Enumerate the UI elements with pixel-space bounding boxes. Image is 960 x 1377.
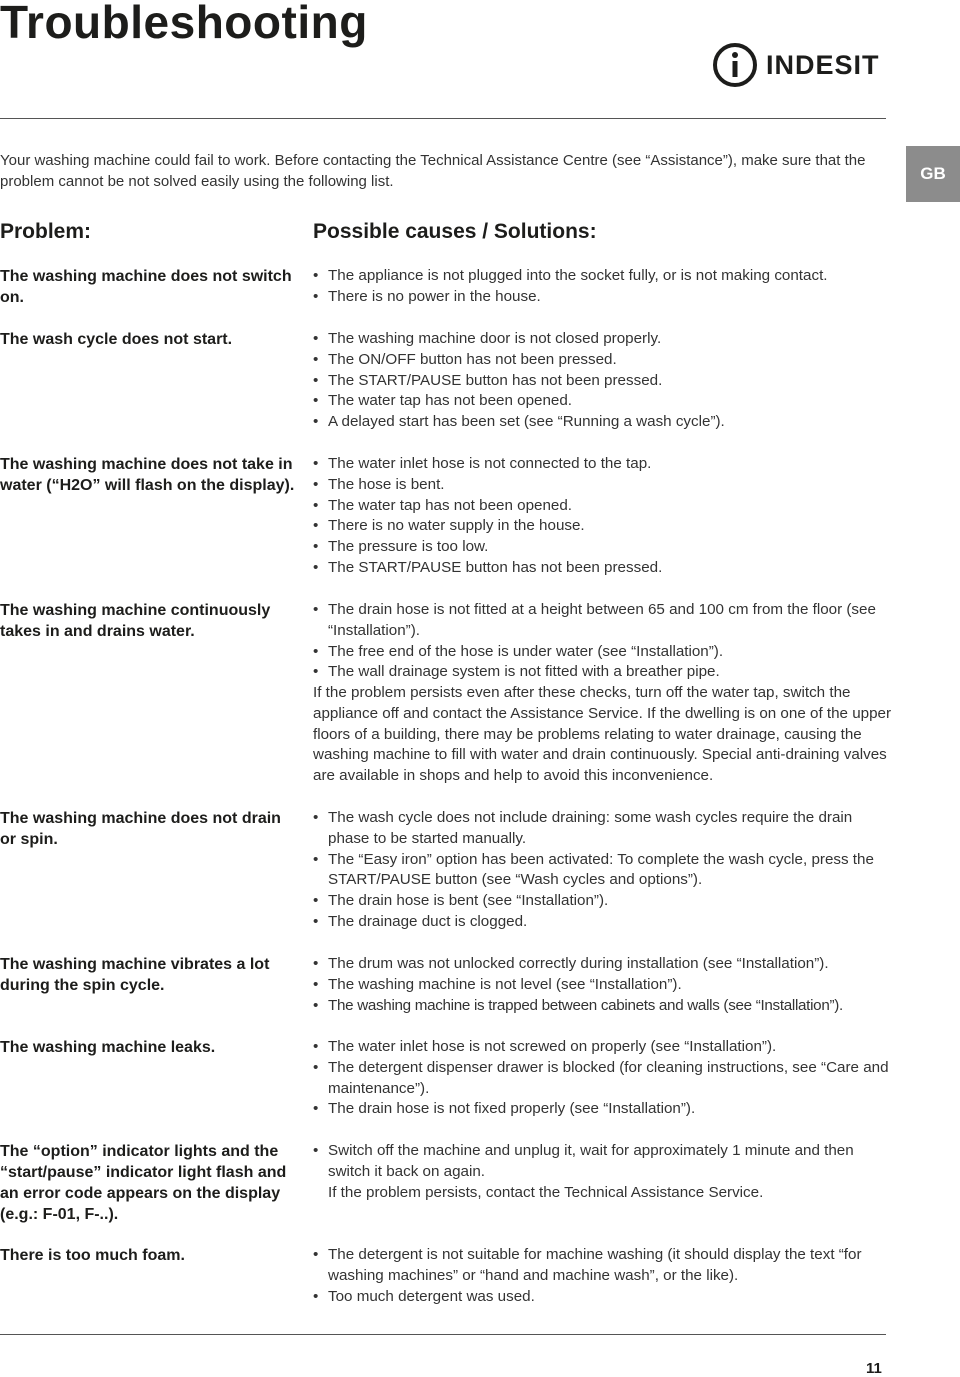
cause-item: • The washing machine door is not closed properly. <box>313 329 893 350</box>
causes-list <box>313 1141 893 1183</box>
cause-item: • The hose is bent. <box>313 475 893 496</box>
cause-item: • The detergent dispenser drawer is blocked (for cleaning instructions, see “Care and maintenance”). <box>313 1058 893 1100</box>
cause-item: • The START/PAUSE button has not been pressed. <box>313 558 893 579</box>
causes-list <box>313 954 913 1016</box>
problem-column-heading: Problem: <box>0 220 92 243</box>
cause-item: • The detergent is not suitable for machine washing (it should display the text “for washing machines” or “hand and machine wash”, or the like). <box>313 1245 893 1287</box>
cause-note: If the problem persists even after these checks, turn off the water tap, switch the appliance off and contact the Assistance Service. If the dwelling is on one of the upper floors of a building, there may be problems relating to water drainage, causing the washing machine to fill with water and drain continuously. Special anti-draining valves are available in shops and help to avoid this inconvenience. <box>313 684 892 785</box>
cause-item: • The washing machine is not level (see “Installation”). <box>313 975 913 996</box>
cause-item: • The drainage duct is clogged. <box>313 912 893 933</box>
problem-text: The “option” indicator lights and the “start/pause” indicator light flash and an error code appears on the display (e.g.: F-01, F-..). <box>0 1143 287 1223</box>
problem-text: The washing machine does not switch on. <box>0 268 292 306</box>
cause-note: If the problem persists, contact the Technical Assistance Service. <box>328 1184 764 1201</box>
problem-text: The washing machine continuously takes in and drains water. <box>0 602 271 640</box>
cause-item: • The water tap has not been opened. <box>313 391 893 412</box>
cause-item: • The appliance is not plugged into the socket fully, or is not making contact. <box>313 266 893 287</box>
cause-item: • The pressure is too low. <box>313 537 893 558</box>
cause-item: • The ON/OFF button has not been pressed. <box>313 350 893 371</box>
cause-item: • There is no power in the house. <box>313 287 893 308</box>
causes-column-heading: Possible causes / Solutions: <box>313 220 597 243</box>
cause-item: • The free end of the hose is under water (see “Installation”). <box>313 642 893 663</box>
intro-text: Your washing machine could fail to work. Before contacting the Technical Assistance Centre (see “Assistance”), make sure that the problem cannot be not solved easily using the following list. <box>0 152 866 190</box>
page-title: Troubleshooting <box>0 0 368 48</box>
problem-text: The washing machine does not drain or spin. <box>0 810 281 848</box>
cause-item: • The drain hose is bent (see “Installation”). <box>313 891 893 912</box>
cause-item: • A delayed start has been set (see “Running a wash cycle”). <box>313 412 893 433</box>
cause-item: • The washing machine is trapped between cabinets and walls (see “Installation”). <box>313 996 913 1017</box>
causes-list <box>313 600 893 683</box>
cause-item: • Switch off the machine and unplug it, wait for approximately 1 minute and then switch it back on again. <box>313 1141 893 1183</box>
cause-item: • The water inlet hose is not screwed on properly (see “Installation”). <box>313 1037 893 1058</box>
info-i-icon <box>712 42 758 88</box>
causes-list <box>313 266 893 308</box>
cause-item: • Too much detergent was used. <box>313 1287 893 1308</box>
causes-list <box>313 1245 893 1307</box>
cause-item: • The drum was not unlocked correctly during installation (see “Installation”). <box>313 954 913 975</box>
cause-item: • The water tap has not been opened. <box>313 496 893 517</box>
cause-item: • The wash cycle does not include draining: some wash cycles require the drain phase to be started manually. <box>313 808 893 850</box>
problem-text: The washing machine does not take in water (“H2O” will flash on the display). <box>0 456 295 494</box>
problem-text: The wash cycle does not start. <box>0 331 233 348</box>
page-number: 11 <box>866 1360 882 1377</box>
causes-list <box>313 454 893 579</box>
brand-name: INDESIT <box>766 49 880 80</box>
cause-item: • The “Easy iron” option has been activated: To complete the wash cycle, press the START/PAUSE button (see “Wash cycles and options”). <box>313 850 893 892</box>
cause-item: • The water inlet hose is not connected to the tap. <box>313 454 893 475</box>
cause-item: • The wall drainage system is not fitted with a breather pipe. <box>313 662 893 683</box>
language-tab-label: GB <box>920 164 946 183</box>
problem-text: There is too much foam. <box>0 1247 185 1264</box>
causes-list <box>313 1037 893 1120</box>
cause-item: • The drain hose is not fitted at a height between 65 and 100 cm from the floor (see “Installation”). <box>313 600 893 642</box>
causes-list <box>313 329 893 433</box>
bottom-divider <box>0 1334 886 1335</box>
problem-text: The washing machine leaks. <box>0 1039 216 1056</box>
language-tab <box>906 146 960 202</box>
cause-item: • The drain hose is not fixed properly (see “Installation”). <box>313 1099 893 1120</box>
top-divider <box>0 118 886 119</box>
causes-list <box>313 808 893 933</box>
cause-item: • There is no water supply in the house. <box>313 516 893 537</box>
cause-item: • The START/PAUSE button has not been pressed. <box>313 371 893 392</box>
indesit-logo <box>712 40 880 90</box>
problem-text: The washing machine vibrates a lot during the spin cycle. <box>0 956 270 994</box>
